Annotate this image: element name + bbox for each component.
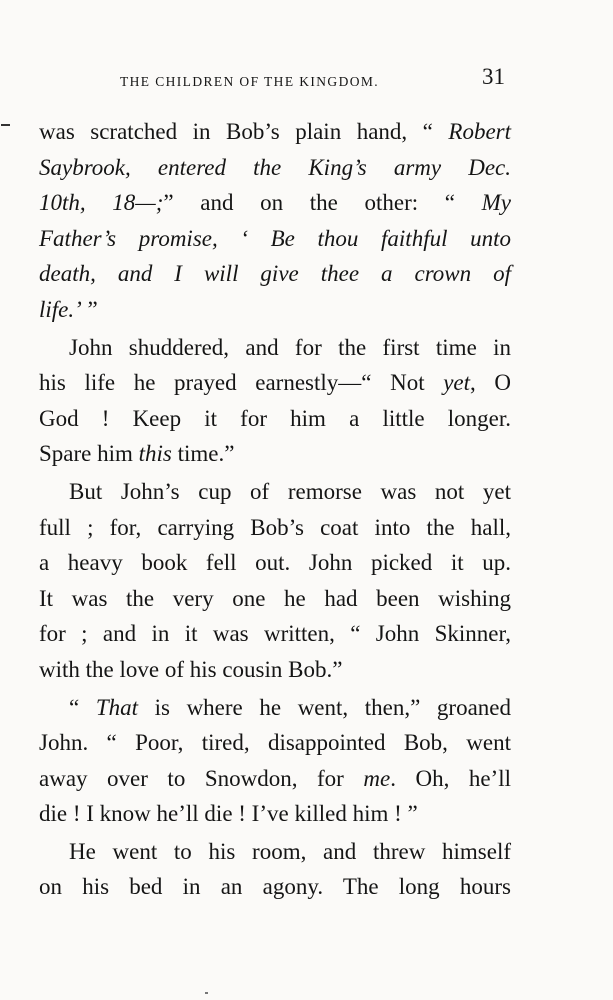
text-line: John. “ Poor, tired, disappointed Bob, went — [39, 730, 511, 756]
text-line: his life he prayed earnestly—“ Not yet, O — [39, 370, 511, 396]
body-text — [39, 114, 511, 905]
text-line: a heavy book fell out. John picked it up. — [39, 550, 511, 576]
text-line: full ; for, carrying Bob’s coat into the hall, — [39, 514, 511, 540]
paper-speck — [205, 992, 208, 994]
text-line: John shuddered, and for the first time in — [69, 334, 511, 360]
text-line: Spare him this time.” — [39, 441, 235, 467]
text-line: He went to his room, and threw himself — [69, 838, 511, 864]
text-line: die ! I know he’ll die ! I’ve killed him ! ” — [39, 801, 418, 827]
text-line: away over to Snowdon, for me. Oh, he’ll — [39, 765, 511, 791]
text-line: God ! Keep it for him a little longer. — [39, 405, 511, 431]
text-line: for ; and in it was written, “ John Skinner, — [39, 621, 511, 647]
text-line: with the love of his cousin Bob.” — [39, 656, 343, 682]
text-line: “ That is where he went, then,” groaned — [69, 694, 511, 720]
text-line: Saybrook, entered the King’s army Dec. — [39, 154, 511, 180]
text-line: 10th, 18—;” and on the other: “ My — [39, 190, 512, 216]
text-line: on his bed in an agony. The long hours — [39, 874, 511, 900]
text-line: was scratched in Bob’s plain hand, “ Robert — [39, 119, 511, 144]
text-line: death, and I will give thee a crown of — [39, 261, 511, 287]
margin-mark — [1, 124, 10, 126]
text-line: life.’ ” — [39, 296, 98, 322]
text-line: Father’s promise, ‘ Be thou faithful unto — [39, 225, 511, 251]
text-line: It was the very one he had been wishing — [39, 585, 511, 611]
text-line: But John’s cup of remorse was not yet — [69, 478, 511, 504]
running-header-title: THE CHILDREN OF THE KINGDOM. — [120, 74, 380, 89]
page-number: 31 — [482, 64, 505, 89]
